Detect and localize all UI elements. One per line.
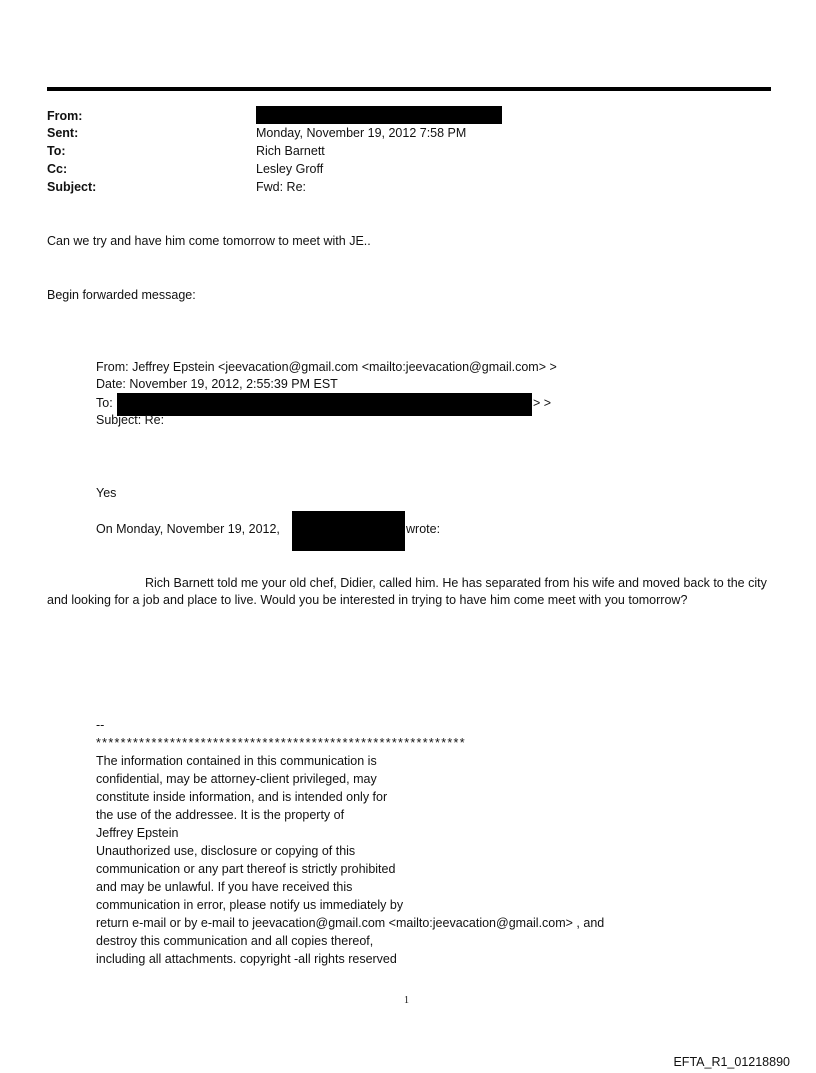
begin-forwarded-label: Begin forwarded message:	[47, 288, 196, 302]
forwarded-from: From: Jeffrey Epstein <jeevacation@gmail.com <mailto:jeevacation@gmail.com> >	[96, 360, 557, 374]
to-value: Rich Barnett	[256, 144, 325, 158]
from-redaction	[256, 106, 502, 124]
signature-dashes: --	[96, 718, 105, 732]
disclaimer-line: communication or any part thereof is strictly prohibited	[96, 862, 396, 876]
forwarded-to-redaction	[117, 393, 532, 416]
disclaimer-line: constitute inside information, and is intended only for	[96, 790, 388, 804]
reply-text: Yes	[96, 486, 117, 500]
page-number: 1	[404, 995, 409, 1006]
disclaimer-line: including all attachments. copyright -all rights reserved	[96, 952, 397, 966]
disclaimer-line: and may be unlawful. If you have received this	[96, 880, 353, 894]
cc-value: Lesley Groff	[256, 162, 324, 176]
body-message: Can we try and have him come tomorrow to meet with JE..	[47, 234, 371, 248]
to-label: To:	[47, 144, 66, 158]
forwarded-subject: Subject: Re:	[96, 413, 165, 427]
header-divider	[47, 87, 771, 91]
disclaimer-line: the use of the addressee. It is the property of	[96, 808, 345, 822]
from-label: From:	[47, 109, 83, 123]
cc-label: Cc:	[47, 162, 68, 176]
subject-label: Subject:	[47, 180, 97, 194]
disclaimer-line: Jeffrey Epstein	[96, 826, 179, 840]
disclaimer-line: The information contained in this communication is	[96, 754, 377, 768]
forwarded-to-suffix: > >	[533, 396, 552, 410]
quote-intro-prefix: On Monday, November 19, 2012,	[96, 522, 280, 536]
subject-value: Fwd: Re:	[256, 180, 307, 194]
sent-value: Monday, November 19, 2012 7:58 PM	[256, 126, 467, 140]
sender-redaction	[292, 511, 405, 551]
quote-intro-suffix: wrote:	[406, 522, 441, 536]
disclaimer-line: confidential, may be attorney-client privileged, may	[96, 772, 377, 786]
forwarded-to-prefix: To:	[96, 396, 113, 410]
sent-label: Sent:	[47, 126, 79, 140]
disclaimer-line: return e-mail or by e-mail to jeevacation@gmail.com <mailto:jeevacation@gmail.com> , and	[96, 916, 605, 930]
disclaimer-line: Unauthorized use, disclosure or copying of this	[96, 844, 356, 858]
quoted-message: Rich Barnett told me your old chef, Didier, called him. He has separated from his wife and moved back to the city and looking for a job and place to live. Would you be interested in trying to have him come meet with you tomorrow?	[47, 576, 767, 607]
document-id: EFTA_R1_01218890	[673, 1055, 790, 1069]
signature-stars: ************************************************************	[96, 736, 466, 750]
disclaimer-line: communication in error, please notify us immediately by	[96, 898, 404, 912]
forwarded-date: Date: November 19, 2012, 2:55:39 PM EST	[96, 377, 338, 391]
disclaimer-line: destroy this communication and all copies thereof,	[96, 934, 374, 948]
